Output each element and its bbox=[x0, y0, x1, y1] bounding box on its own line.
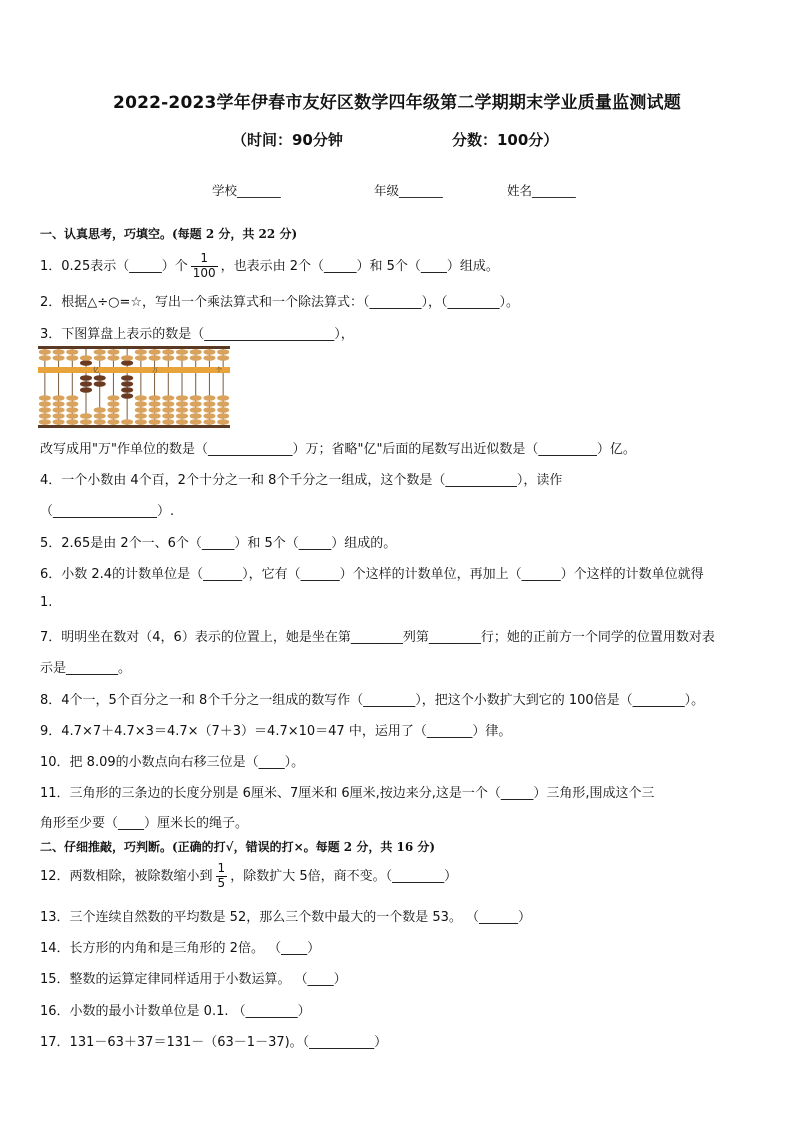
question-11-continued: 角形至少要（____）厘米长的绳子。 bbox=[40, 816, 249, 831]
abacus-bead bbox=[39, 349, 51, 355]
abacus-bead bbox=[107, 349, 119, 355]
abacus-bead bbox=[80, 419, 92, 425]
abacus-bead bbox=[176, 355, 188, 361]
abacus-bead bbox=[149, 413, 161, 419]
question-7-continued: 示是________。 bbox=[40, 661, 132, 676]
question-12-text-b: ，除数扩大 5倍，商不变。（________） bbox=[230, 868, 458, 884]
fraction-denominator: 100 bbox=[192, 265, 216, 280]
abacus-bead bbox=[135, 413, 147, 419]
abacus-bead bbox=[135, 407, 147, 413]
abacus-bead bbox=[107, 355, 119, 361]
question-17: 17．131－63＋37＝131－（63－1－37)。（__________） bbox=[40, 1035, 388, 1050]
question-8: 8．4个一，5个百分之一和 8个千分之一组成的数写作（________），把这个小数扩大到它的 100倍是（________）。 bbox=[40, 693, 705, 708]
abacus-bead bbox=[203, 349, 215, 355]
exam-title: 2022-2023学年伊春市友好区数学四年级第二学期期末学业质量监测试题 bbox=[113, 93, 681, 113]
abacus-bead bbox=[176, 349, 188, 355]
abacus-bead bbox=[39, 407, 51, 413]
question-13: 13．三个连续自然数的平均数是 52，那么三个数中最大的一个数是 53。 （______） bbox=[40, 910, 532, 925]
abacus-label-ge: 个 bbox=[216, 367, 223, 374]
abacus-bead bbox=[94, 407, 106, 413]
question-4: 4．一个小数由 4个百，2个十分之一和 8个千分之一组成，这个数是（___________），读作 bbox=[40, 473, 563, 488]
abacus-bead bbox=[39, 395, 51, 401]
abacus-bead bbox=[121, 355, 133, 361]
question-5: 5．2.65是由 2个一、6个（_____）和 5个（_____）组成的。 bbox=[40, 536, 397, 551]
exam-score: 分数：100分） bbox=[452, 131, 559, 149]
abacus-bead bbox=[107, 401, 119, 407]
abacus-bead bbox=[94, 375, 106, 381]
abacus-bead bbox=[217, 401, 229, 407]
abacus-bead bbox=[162, 407, 174, 413]
abacus-bead bbox=[217, 407, 229, 413]
abacus-bead bbox=[176, 401, 188, 407]
question-1 bbox=[40, 252, 499, 281]
question-1-text-b: ，也表示由 2个（_____）和 5个（____）组成。 bbox=[220, 258, 499, 274]
question-10: 10．把 8.09的小数点向右移三位是（____）。 bbox=[40, 755, 305, 770]
fraction-numerator: 1 bbox=[217, 861, 226, 875]
abacus-bead bbox=[217, 395, 229, 401]
grade-field[interactable]: 年级_______ bbox=[374, 183, 443, 198]
abacus-bead bbox=[107, 419, 119, 425]
abacus-bead bbox=[190, 395, 202, 401]
fraction-numerator: 1 bbox=[191, 252, 218, 267]
abacus-bead bbox=[39, 355, 51, 361]
abacus-bead bbox=[121, 393, 133, 399]
abacus-bead bbox=[80, 360, 92, 366]
abacus-bead bbox=[39, 419, 51, 425]
abacus-bead bbox=[203, 419, 215, 425]
abacus-bead bbox=[203, 413, 215, 419]
name-field[interactable]: 姓名_______ bbox=[507, 183, 576, 198]
abacus-bead bbox=[217, 419, 229, 425]
abacus-bead bbox=[53, 401, 65, 407]
abacus-image bbox=[38, 346, 230, 428]
abacus-bead bbox=[66, 401, 78, 407]
abacus-bead bbox=[121, 419, 133, 425]
question-2: 2．根据△÷○=☆，写出一个乘法算式和一个除法算式：（________），（________）。 bbox=[40, 295, 520, 310]
abacus-bead bbox=[121, 387, 133, 393]
abacus-bead bbox=[203, 355, 215, 361]
question-16: 16．小数的最小计数单位是 0.1. （________） bbox=[40, 1004, 311, 1019]
abacus-bead bbox=[53, 419, 65, 425]
abacus-bead bbox=[203, 395, 215, 401]
abacus-bead bbox=[162, 413, 174, 419]
abacus-bead bbox=[66, 413, 78, 419]
question-1-text-a: 1．0.25表示（_____）个 bbox=[40, 258, 188, 274]
abacus-bead bbox=[53, 395, 65, 401]
question-9: 9．4.7×7＋4.7×3＝4.7×（7＋3）＝4.7×10＝47 中，运用了（_______）律。 bbox=[40, 724, 512, 739]
exam-time: （时间：90分钟 bbox=[232, 131, 343, 149]
abacus-bead bbox=[66, 355, 78, 361]
school-field[interactable]: 学校_______ bbox=[212, 183, 281, 198]
question-3: 3．下图算盘上表示的数是（____________________）， bbox=[40, 327, 354, 342]
abacus-bead bbox=[66, 419, 78, 425]
abacus-bead bbox=[203, 401, 215, 407]
section-2-heading: 二、仔细推敲，巧判断。(正确的打√，错误的打×。每题 2 分，共 16 分) bbox=[40, 840, 436, 854]
question-12 bbox=[40, 862, 457, 891]
abacus-bead bbox=[190, 401, 202, 407]
abacus-bead bbox=[190, 407, 202, 413]
abacus-bead bbox=[107, 413, 119, 419]
abacus-bead bbox=[94, 419, 106, 425]
abacus-bead bbox=[80, 381, 92, 387]
abacus-bead bbox=[107, 395, 119, 401]
abacus-bead bbox=[217, 355, 229, 361]
abacus-bead bbox=[217, 349, 229, 355]
fraction bbox=[191, 252, 218, 281]
question-15: 15．整数的运算定律同样适用于小数运算。 （____） bbox=[40, 972, 347, 987]
abacus-bead bbox=[39, 413, 51, 419]
abacus-bead bbox=[135, 349, 147, 355]
abacus-bead bbox=[203, 407, 215, 413]
abacus-bead bbox=[190, 413, 202, 419]
abacus-bead bbox=[94, 349, 106, 355]
abacus-bead bbox=[162, 355, 174, 361]
abacus-bead bbox=[80, 355, 92, 361]
abacus-bead bbox=[176, 419, 188, 425]
abacus-label-yi: 亿 bbox=[93, 367, 100, 374]
abacus-bead bbox=[149, 349, 161, 355]
section-1-heading: 一、认真思考，巧填空。(每题 2 分，共 22 分) bbox=[40, 227, 298, 241]
abacus-bead bbox=[162, 349, 174, 355]
abacus-bead bbox=[66, 407, 78, 413]
abacus-bead bbox=[149, 407, 161, 413]
question-14: 14．长方形的内角和是三角形的 2倍。 （____） bbox=[40, 941, 321, 956]
abacus-bead bbox=[39, 401, 51, 407]
abacus-bead bbox=[121, 381, 133, 387]
question-6: 6．小数 2.4的计数单位是（______），它有（______）个这样的计数单位，再加上（______）个这样的计数单位就得 bbox=[40, 567, 704, 582]
abacus-bead bbox=[66, 349, 78, 355]
abacus-bead bbox=[162, 401, 174, 407]
abacus-bead bbox=[190, 349, 202, 355]
abacus-bead bbox=[121, 375, 133, 381]
abacus-bead bbox=[53, 407, 65, 413]
abacus-bead bbox=[94, 355, 106, 361]
abacus-label-wan: 万 bbox=[152, 367, 159, 374]
abacus-bead bbox=[135, 401, 147, 407]
abacus-bead bbox=[149, 395, 161, 401]
abacus-bead bbox=[94, 381, 106, 387]
abacus-bead bbox=[162, 419, 174, 425]
abacus-bead bbox=[135, 395, 147, 401]
question-7: 7．明明坐在数对（4，6）表示的位置上，她是坐在第________列第________行；她的正前方一个同学的位置用数对表 bbox=[40, 630, 715, 645]
abacus-bead bbox=[80, 387, 92, 393]
abacus-bead bbox=[190, 355, 202, 361]
question-6-continued: 1. bbox=[40, 595, 53, 610]
abacus-bead bbox=[149, 355, 161, 361]
abacus-bead bbox=[53, 413, 65, 419]
fraction-denominator: 5 bbox=[217, 875, 226, 890]
abacus-bead bbox=[217, 413, 229, 419]
question-4-continued: （________________）. bbox=[40, 504, 175, 519]
abacus-bead bbox=[107, 407, 119, 413]
abacus-bead bbox=[149, 401, 161, 407]
abacus-bead bbox=[190, 419, 202, 425]
abacus-bead bbox=[176, 407, 188, 413]
abacus-bead bbox=[149, 419, 161, 425]
abacus-bead bbox=[162, 395, 174, 401]
abacus-bead bbox=[135, 355, 147, 361]
abacus-bead bbox=[80, 413, 92, 419]
question-3-continued: 改写成用"万"作单位的数是（_____________）万；省略"亿"后面的尾数写出近似数是（_________）亿。 bbox=[40, 442, 636, 457]
abacus-bead bbox=[135, 419, 147, 425]
abacus-bead bbox=[53, 355, 65, 361]
abacus-bead bbox=[66, 395, 78, 401]
abacus-bead bbox=[176, 395, 188, 401]
abacus-bead bbox=[121, 360, 133, 366]
question-11: 11．三角形的三条边的长度分别是 6厘米、7厘米和 6厘米,按边来分,这是一个（_____）三角形,围成这个三 bbox=[40, 786, 655, 801]
abacus-bead bbox=[80, 375, 92, 381]
abacus-bead bbox=[94, 413, 106, 419]
question-12-text-a: 12．两数相除，被除数缩小到 bbox=[40, 868, 213, 884]
fraction bbox=[216, 862, 228, 891]
abacus-bead bbox=[176, 413, 188, 419]
abacus-bead bbox=[53, 349, 65, 355]
